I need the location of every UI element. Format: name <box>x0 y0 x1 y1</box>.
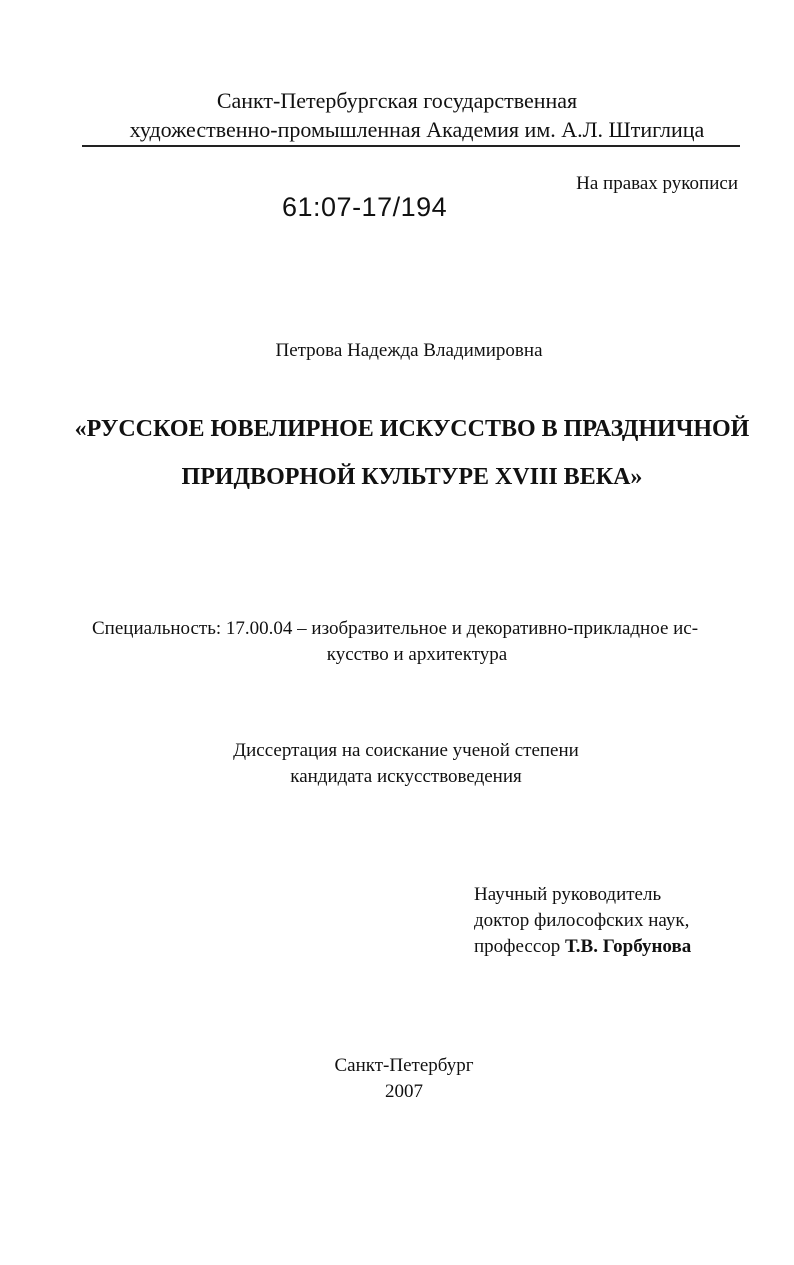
city: Санкт-Петербург <box>334 1055 474 1076</box>
title-line-2: ПРИДВОРНОЙ КУЛЬТУРЕ XVIII ВЕКА» <box>181 464 643 490</box>
specialty-line-1: Специальность: 17.00.04 – изобразительное и декоративно-прикладное ис- <box>92 618 699 639</box>
degree-line-2: кандидата искусствоведения <box>290 766 522 787</box>
header-divider <box>82 145 740 147</box>
supervisor-line <box>474 934 764 960</box>
catalog-number: 61:07-17/194 <box>282 192 448 222</box>
supervisor-role: Научный руководитель <box>474 884 662 905</box>
supervisor-block <box>474 882 764 960</box>
supervisor-title-prefix: профессор <box>474 936 561 957</box>
specialty <box>92 616 752 668</box>
specialty-line-2: кусство и архитектура <box>326 644 508 665</box>
year: 2007 <box>385 1081 423 1102</box>
dissertation-title <box>60 405 764 501</box>
place-and-year <box>0 1053 794 1105</box>
rights-note: На правах рукописи <box>576 173 738 194</box>
supervisor-name: Т.В. Горбунова <box>565 936 692 957</box>
supervisor-credentials: доктор философских наук, <box>474 910 690 931</box>
title-line-1: «РУССКОЕ ЮВЕЛИРНОЕ ИСКУССТВО В ПРАЗДНИЧНОЙ <box>74 416 750 442</box>
author-name: Петрова Надежда Владимировна <box>275 340 543 361</box>
institution-line-2: художественно-промышленная Академия им. А.Л. Штиглица <box>129 117 705 142</box>
degree-statement <box>0 738 794 790</box>
institution-name <box>0 86 794 144</box>
institution-line-1: Санкт-Петербургская государственная <box>216 88 578 113</box>
degree-line-1: Диссертация на соискание ученой степени <box>233 740 579 761</box>
